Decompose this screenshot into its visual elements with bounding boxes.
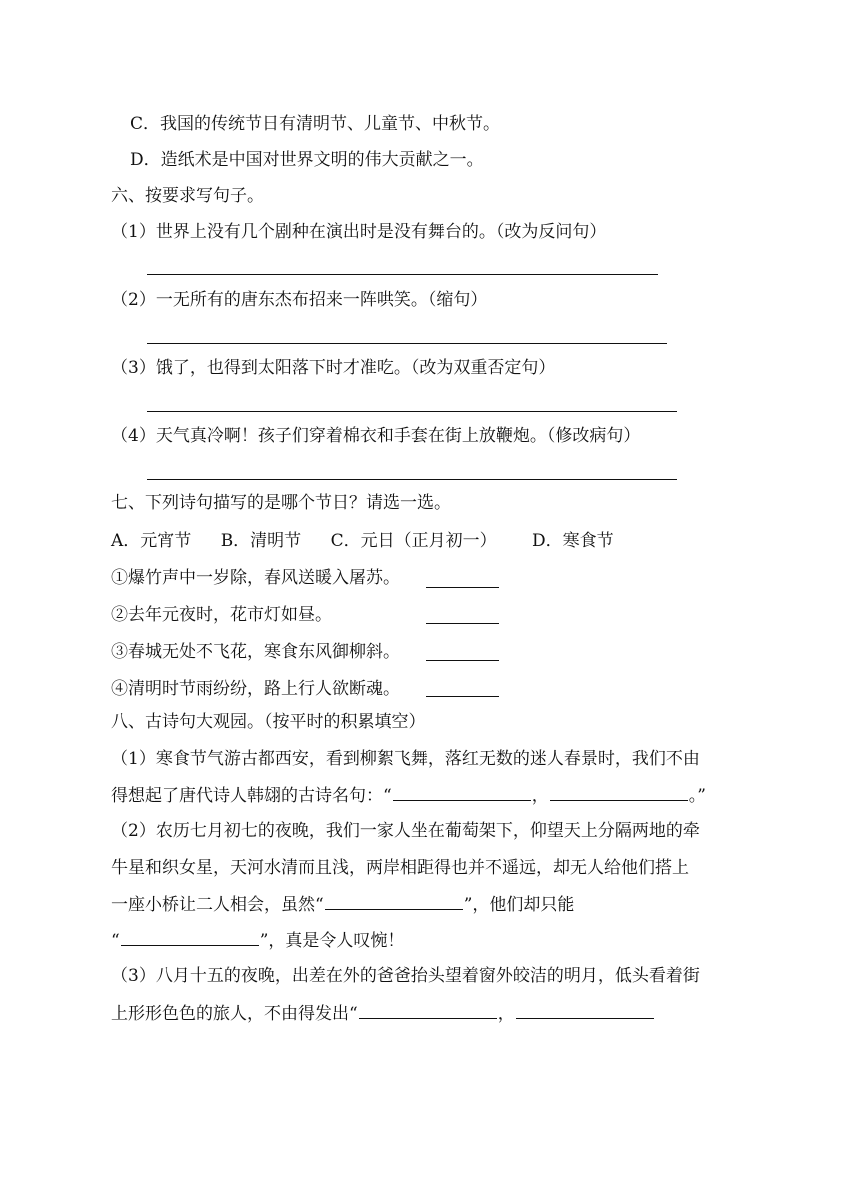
- q3-text-mid: ，: [497, 1004, 515, 1024]
- poem-3-blank[interactable]: [426, 660, 499, 661]
- choice-d: D．寒食节: [532, 531, 614, 551]
- section6-item-1: （1）世界上没有几个剧种在演出时是没有舞台的。（改为反问句）: [111, 222, 607, 242]
- poem-2-blank[interactable]: [426, 623, 499, 624]
- answer-line-1[interactable]: [147, 274, 658, 275]
- option-d: D．造纸术是中国对世界文明的伟大贡献之一。: [130, 150, 484, 170]
- poem-4-blank[interactable]: [426, 696, 499, 697]
- poem-1-blank[interactable]: [426, 587, 499, 588]
- q2-text-post: ”，他们却只能: [463, 895, 575, 915]
- answer-line-4[interactable]: [147, 479, 677, 480]
- section8-q2-line4: [111, 927, 404, 953]
- section6-item-3: （3）饿了，也得到太阳落下时才准吃。（改为双重否定句）: [111, 358, 556, 378]
- section8-q2-line1: （2）农历七月初七的夜晚，我们一家人坐在葡萄架下，仰望天上分隔两地的牵: [111, 821, 700, 841]
- section6-item-4: （4）天气真冷啊！孩子们穿着棉衣和手套在街上放鞭炮。（修改病句）: [111, 426, 641, 446]
- q1-blank-2[interactable]: [550, 782, 688, 801]
- section8-q2-line3: [111, 891, 574, 917]
- q2-text-open: “: [111, 931, 120, 951]
- q2-blank-2[interactable]: [121, 927, 259, 946]
- section8-heading: 八、古诗句大观园。（按平时的积累填空）: [111, 712, 426, 732]
- poem-1: ①爆竹声中一岁除，春风送暖入屠苏。: [111, 568, 400, 588]
- poem-3: ③春城无处不飞花，寒食东风御柳斜。: [111, 642, 400, 662]
- section6-heading: 六、按要求写句子。: [111, 186, 264, 206]
- q1-text-mid: ，: [531, 786, 549, 806]
- q3-blank-1[interactable]: [359, 1000, 497, 1019]
- q2-blank-1[interactable]: [325, 891, 463, 910]
- section8-q3-line2: [111, 1000, 655, 1026]
- choice-a: A．元宵节: [111, 531, 192, 551]
- section8-q3-line1: （3）八月十五的夜晚，出差在外的爸爸抬头望着窗外皎洁的明月，低头看着街: [111, 966, 700, 986]
- answer-line-2[interactable]: [147, 343, 667, 344]
- q1-text-pre: 得想起了唐代诗人韩翃的古诗名句：“: [111, 786, 392, 806]
- q1-blank-1[interactable]: [393, 782, 531, 801]
- answer-line-3[interactable]: [147, 411, 677, 412]
- section8-q1-line1: （1）寒食节气游古都西安，看到柳絮飞舞，落红无数的迷人春景时，我们不由: [111, 749, 700, 769]
- poem-4: ④清明时节雨纷纷，路上行人欲断魂。: [111, 679, 400, 699]
- q3-text-pre: 上形形色色的旅人，不由得发出“: [111, 1004, 358, 1024]
- option-c: C．我国的传统节日有清明节、儿童节、中秋节。: [130, 114, 501, 134]
- section8-q1-line2: [111, 782, 706, 808]
- section6-item-2: （2）一无所有的唐东杰布招来一阵哄笑。（缩句）: [111, 290, 488, 310]
- q2-text-close: ”，真是令人叹惋！: [259, 931, 405, 951]
- q2-text-pre: 一座小桥让二人相会，虽然“: [111, 895, 324, 915]
- q3-blank-2[interactable]: [516, 1000, 654, 1019]
- q1-text-post: 。”: [688, 786, 706, 806]
- section7-heading: 七、下列诗句描写的是哪个节日？请选一选。: [111, 493, 451, 513]
- poem-2: ②去年元夜时，花市灯如昼。: [111, 605, 332, 625]
- choice-c: C．元日（正月初一）: [330, 531, 497, 551]
- section7-choices: [111, 528, 614, 554]
- choice-b: B．清明节: [220, 531, 302, 551]
- section8-q2-line2: 牛星和织女星，天河水清而且浅，两岸相距得也并不遥远，却无人给他们搭上: [111, 858, 689, 878]
